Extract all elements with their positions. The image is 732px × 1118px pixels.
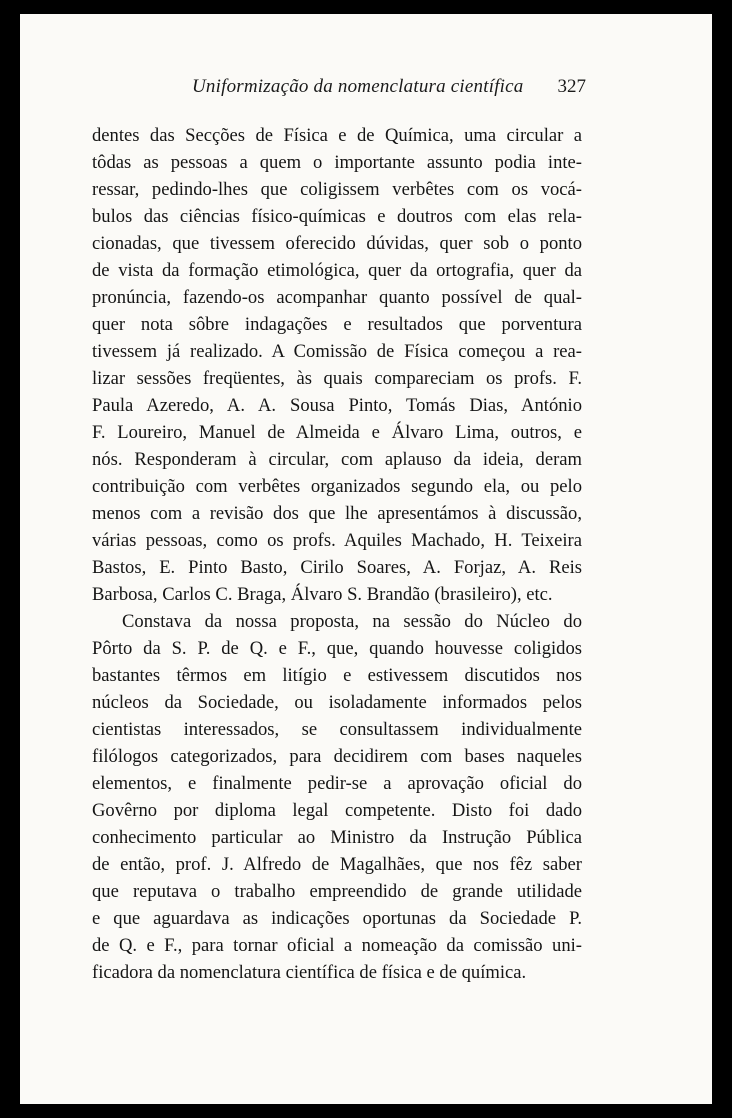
text-line: elementos, e finalmente pedir-se a aprovação oficial do <box>92 773 582 794</box>
text-line: e que aguardava as indicações oportunas da Sociedade P. <box>92 908 582 929</box>
text-line: pronúncia, fazendo-os acompanhar quanto possível de qual- <box>92 287 582 308</box>
text-line: conhecimento particular ao Ministro da Instrução Pública <box>92 827 582 848</box>
text-line: Pôrto da S. P. de Q. e F., que, quando houvesse coligidos <box>92 638 582 659</box>
text-line: bulos das ciências físico-químicas e doutros com elas rela- <box>92 206 582 227</box>
page-number: 327 <box>557 76 586 97</box>
text-line: nós. Responderam à circular, com aplauso da ideia, deram <box>92 449 582 470</box>
running-head <box>80 76 586 106</box>
text-line: menos com a revisão dos que lhe apresentámos à discussão, <box>92 503 582 524</box>
running-title: Uniformização da nomenclatura científica <box>192 76 524 97</box>
text-line: dentes das Secções de Física e de Química, uma circular a <box>92 125 582 146</box>
text-line: de Q. e F., para tornar oficial a nomeação da comissão uni- <box>92 935 582 956</box>
text-line: tôdas as pessoas a quem o importante assunto podia inte- <box>92 152 582 173</box>
text-line: lizar sessões freqüentes, às quais compareciam os profs. F. <box>92 368 582 389</box>
book-page <box>20 14 712 1104</box>
text-line: Paula Azeredo, A. A. Sousa Pinto, Tomás Dias, António <box>92 395 582 416</box>
text-line: Govêrno por diploma legal competente. Disto foi dado <box>92 800 582 821</box>
text-line: tivessem já realizado. A Comissão de Física começou a rea- <box>92 341 582 362</box>
paragraph-end-line: ficadora da nomenclatura científica de física e de química. <box>92 962 527 983</box>
text-line: cientistas interessados, se consultassem individualmente <box>92 719 582 740</box>
text-line: contribuição com verbêtes organizados segundo ela, ou pelo <box>92 476 582 497</box>
text-line: cionadas, que tivessem oferecido dúvidas, quer sob o ponto <box>92 233 582 254</box>
paragraph-end-line: Barbosa, Carlos C. Braga, Álvaro S. Brandão (brasileiro), etc. <box>92 584 553 605</box>
text-line: núcleos da Sociedade, ou isoladamente informados pelos <box>92 692 582 713</box>
text-line: filólogos categorizados, para decidirem com bases naqueles <box>92 746 582 767</box>
text-line: ressar, pedindo-lhes que coligissem verbêtes com os vocá- <box>92 179 582 200</box>
text-line: várias pessoas, como os profs. Aquiles Machado, H. Teixeira <box>92 530 582 551</box>
text-line: de vista da formação etimológica, quer da ortografia, quer da <box>92 260 582 281</box>
paragraph-first-line: Constava da nossa proposta, na sessão do Núcleo do <box>122 611 582 632</box>
text-line: bastantes têrmos em litígio e estivessem discutidos nos <box>92 665 582 686</box>
text-line: quer nota sôbre indagações e resultados que porventura <box>92 314 582 335</box>
text-line: Bastos, E. Pinto Basto, Cirilo Soares, A. Forjaz, A. Reis <box>92 557 582 578</box>
text-line: de então, prof. J. Alfredo de Magalhães, que nos fêz saber <box>92 854 582 875</box>
body-text <box>92 122 582 986</box>
text-line: que reputava o trabalho empreendido de grande utilidade <box>92 881 582 902</box>
text-line: F. Loureiro, Manuel de Almeida e Álvaro Lima, outros, e <box>92 422 582 443</box>
